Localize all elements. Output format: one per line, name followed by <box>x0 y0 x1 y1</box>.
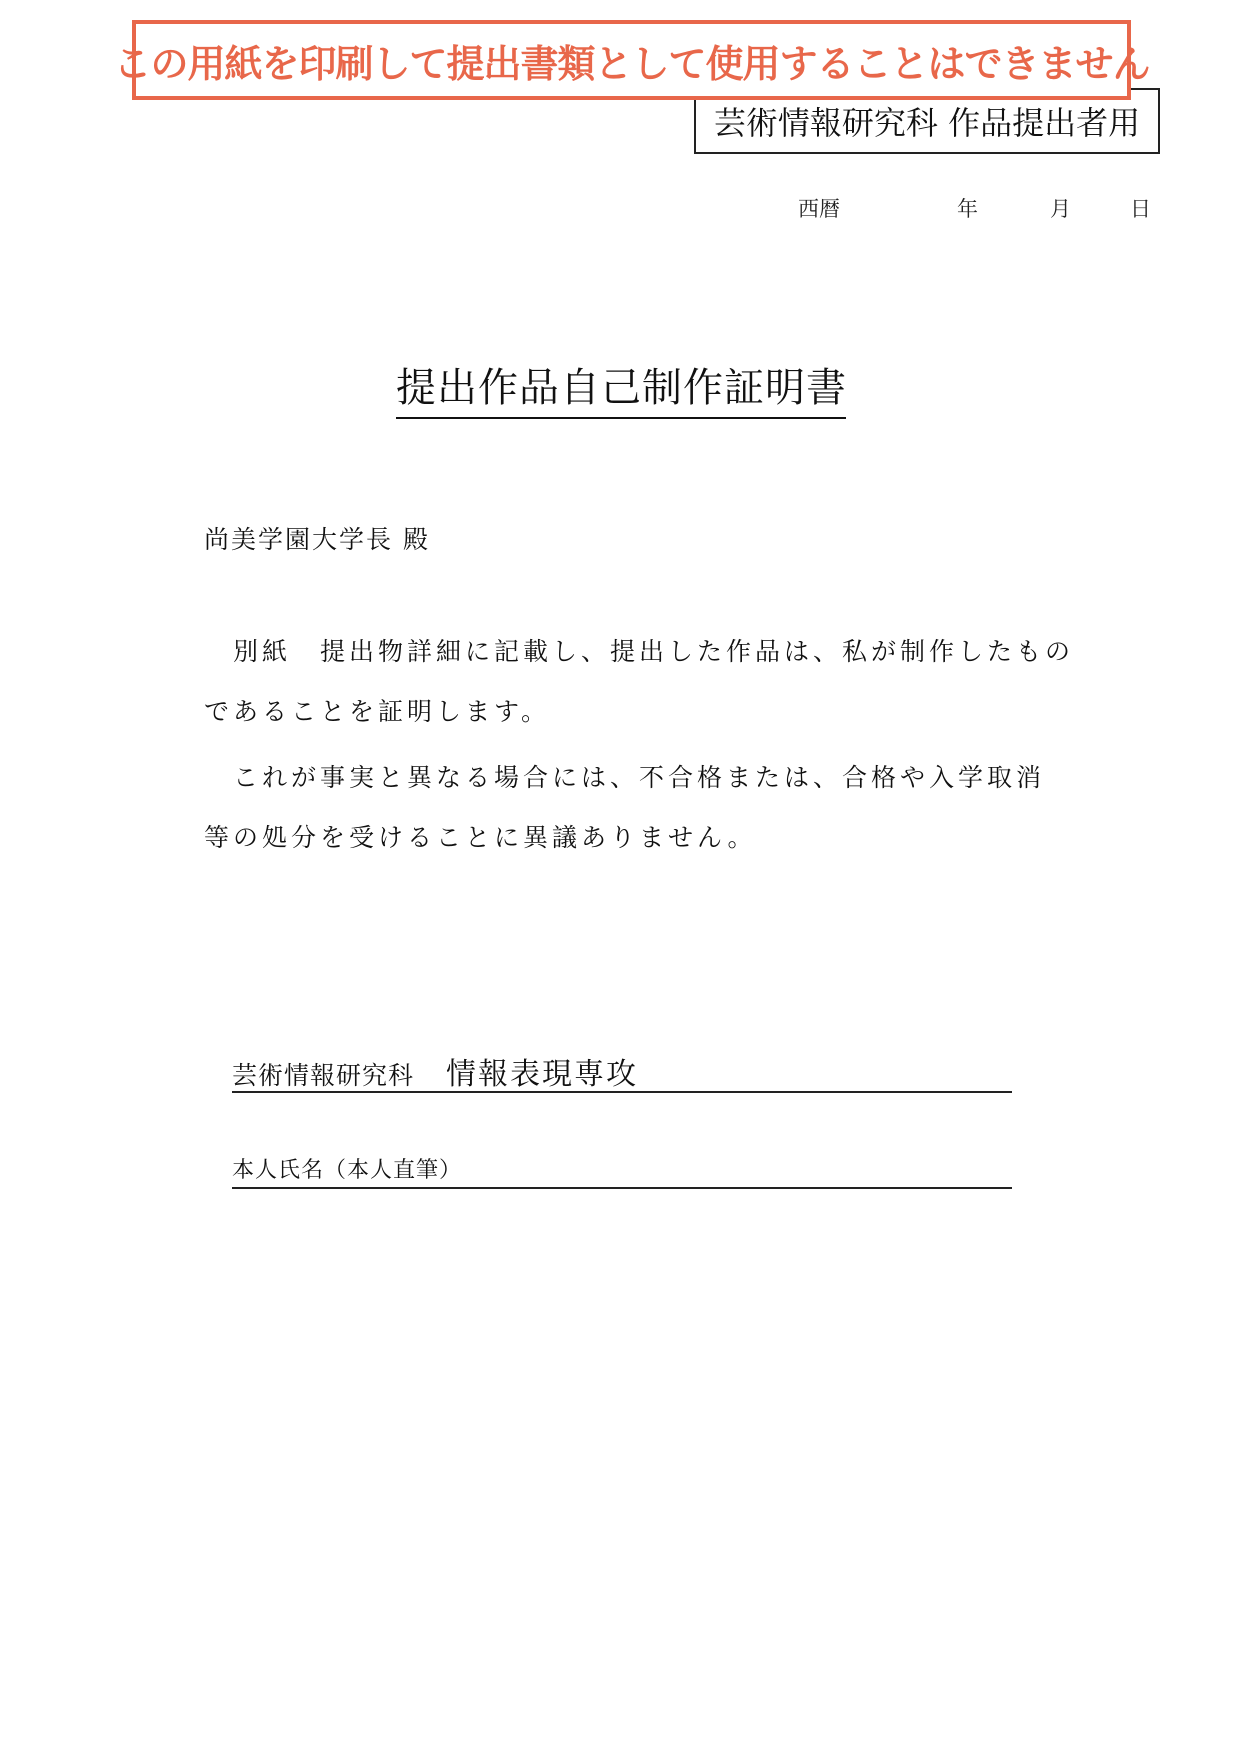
body-paragraph-line: であることを証明します。 <box>204 697 551 726</box>
submitter-label-text: 芸術情報研究科 作品提出者用 <box>713 104 1141 142</box>
body-paragraph-line: 等の処分を受けることに異議ありません。 <box>204 823 757 852</box>
body-paragraph-line: 別紙 提出物詳細に記載し、提出した作品は、私が制作したもの <box>204 637 1075 666</box>
department-field <box>232 1049 1012 1093</box>
date-year-label: 年 <box>957 197 978 221</box>
print-prohibited-text: この用紙を印刷して提出書類として使用することはできません <box>113 41 1150 86</box>
addressee: 尚美学園大学長 殿 <box>204 525 430 554</box>
date-day-label: 日 <box>1130 197 1151 221</box>
document-title: 提出作品自己制作証明書 <box>396 356 846 419</box>
major-name: 情報表現専攻 <box>446 1057 639 1092</box>
signature-field <box>232 1153 1012 1189</box>
date-era-label: 西暦 <box>798 197 840 221</box>
body-paragraph-line: これが事実と異なる場合には、不合格または、合格や入学取消 <box>204 763 1046 792</box>
print-prohibited-notice <box>113 20 1150 100</box>
department-label: 芸術情報研究科 <box>232 1061 415 1090</box>
signature-label: 本人氏名（本人直筆） <box>232 1158 463 1183</box>
date-month-label: 月 <box>1050 197 1071 221</box>
